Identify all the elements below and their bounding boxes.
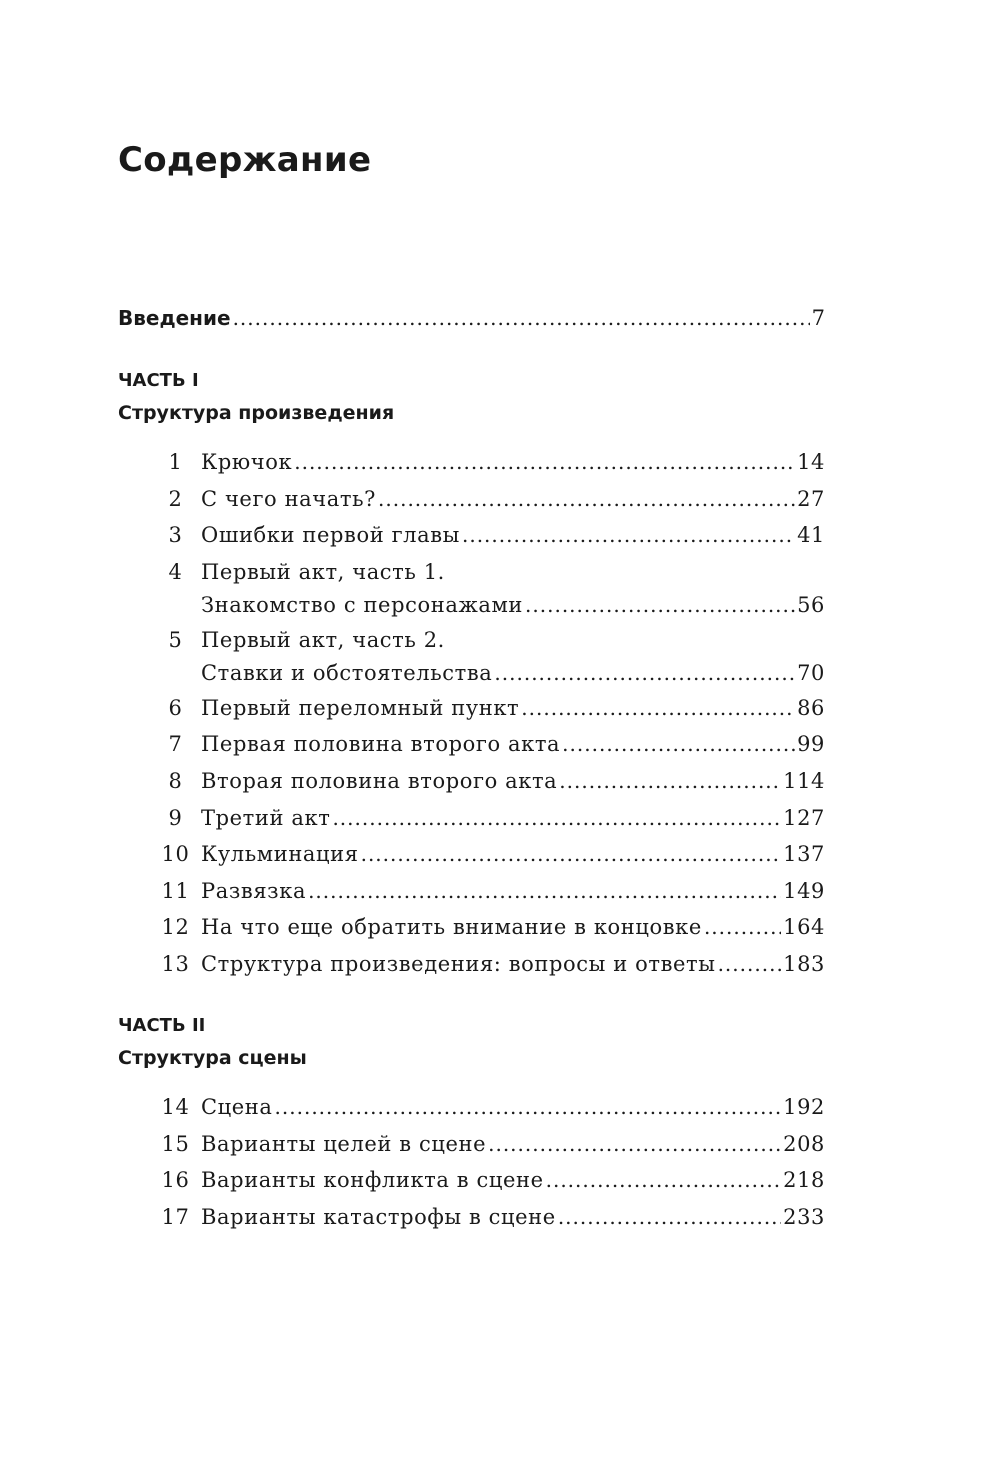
entry-title: Вторая половина второго акта [201,768,558,793]
page-number: 127 [783,805,825,830]
entry-title: Развязка [201,878,307,903]
entry-title: На что еще обратить внимание в концовке [201,915,702,940]
dot-leader [275,1089,782,1126]
toc-entry[interactable] [150,800,825,837]
entry-title: Структура произведения: вопросы и ответы [201,951,716,976]
dot-leader [558,1199,781,1236]
entry-title: Третий акт [201,805,331,830]
dot-leader [488,1126,781,1163]
part-label: ЧАСТЬ I [118,370,199,391]
dot-leader [525,588,795,622]
dot-leader [559,763,781,800]
page-number: 14 [797,450,825,474]
page-number: 70 [797,660,825,685]
entry-title: Ошибки первой главы [201,523,460,548]
dot-leader [332,800,781,837]
toc-entry[interactable] [150,1162,825,1199]
entry-title-line1: Первый акт, часть 1. [201,559,445,584]
page-number: 114 [783,768,825,793]
toc-entry[interactable] [150,622,825,690]
toc-list-part1 [150,444,825,983]
toc-entry[interactable] [150,726,825,763]
toc-entry[interactable] [150,554,825,622]
chapter-number: 7 [168,732,183,757]
page-number: 183 [783,951,825,976]
page-number: 7 [811,306,825,330]
toc-entry[interactable] [150,444,825,481]
page-number: 208 [783,1131,825,1156]
page-number: 164 [783,915,825,940]
part-title: Структура сцены [118,1047,307,1069]
chapter-number: 11 [161,878,190,903]
dot-leader [718,946,782,983]
dot-leader [546,1162,782,1199]
chapter-number: 16 [161,1168,190,1193]
page-number: 192 [783,1095,825,1119]
dot-leader [294,444,795,481]
page-title: Содержание [118,140,372,180]
entry-title: Варианты катастрофы в сцене [201,1204,556,1229]
chapter-number: 6 [168,695,183,720]
chapter-number: 12 [161,915,190,940]
dot-leader [462,517,795,554]
entry-title: Варианты конфликта в сцене [201,1168,544,1193]
chapter-number: 10 [161,842,190,867]
chapter-number: 4 [168,559,183,584]
toc-entry[interactable] [150,836,825,873]
chapter-number: 9 [168,805,183,830]
chapter-number: 3 [168,523,183,548]
toc-entry[interactable] [150,690,825,727]
chapter-number: 15 [161,1131,190,1156]
entry-title: Первый переломный пункт [201,695,520,720]
entry-title: Сцена [201,1095,273,1119]
chapter-number: 13 [161,951,190,976]
chapter-number: 2 [168,486,183,511]
toc-entry[interactable] [150,763,825,800]
page-number: 99 [797,732,825,757]
page-number: 41 [797,523,825,548]
dot-leader [361,836,782,873]
part-label: ЧАСТЬ II [118,1015,206,1036]
toc-entry[interactable] [150,1126,825,1163]
page-number: 86 [797,695,825,720]
page-number: 137 [783,842,825,867]
chapter-number: 1 [168,450,183,474]
entry-title: Первая половина второго акта [201,732,561,757]
dot-leader [378,481,795,518]
dot-leader [704,909,781,946]
toc-entry[interactable] [150,873,825,910]
dot-leader [562,726,795,763]
toc-list-part2 [150,1089,825,1235]
entry-title: Кульминация [201,842,359,867]
toc-entry[interactable] [150,481,825,518]
entry-title: Варианты целей в сцене [201,1131,487,1156]
toc-entry[interactable] [150,517,825,554]
entry-title-line1: Первый акт, часть 2. [201,627,445,652]
dot-leader [494,656,795,690]
dot-leader [521,690,795,727]
chapter-number: 17 [161,1204,190,1229]
page-number: 233 [783,1204,825,1229]
entry-title-line2: Ставки и обстоятельства [201,660,493,685]
toc-entry[interactable] [150,1089,825,1126]
page-number: 27 [797,486,825,511]
dot-leader [233,306,810,330]
page-number: 56 [797,592,825,617]
page-number: 149 [783,878,825,903]
chapter-number: 14 [161,1095,190,1119]
page-number: 218 [783,1168,825,1193]
toc-entry[interactable] [150,909,825,946]
entry-title: Крючок [201,450,293,474]
toc-entry[interactable] [150,946,825,983]
chapter-number: 8 [168,768,183,793]
part-title: Структура произведения [118,402,395,424]
toc-entry-introduction[interactable] [118,306,825,340]
entry-title: Введение [118,306,231,330]
entry-title-line2: Знакомство с персонажами [201,592,524,617]
dot-leader [308,873,781,910]
toc-entry[interactable] [150,1199,825,1236]
chapter-number: 5 [168,627,183,652]
entry-title: С чего начать? [201,486,377,511]
